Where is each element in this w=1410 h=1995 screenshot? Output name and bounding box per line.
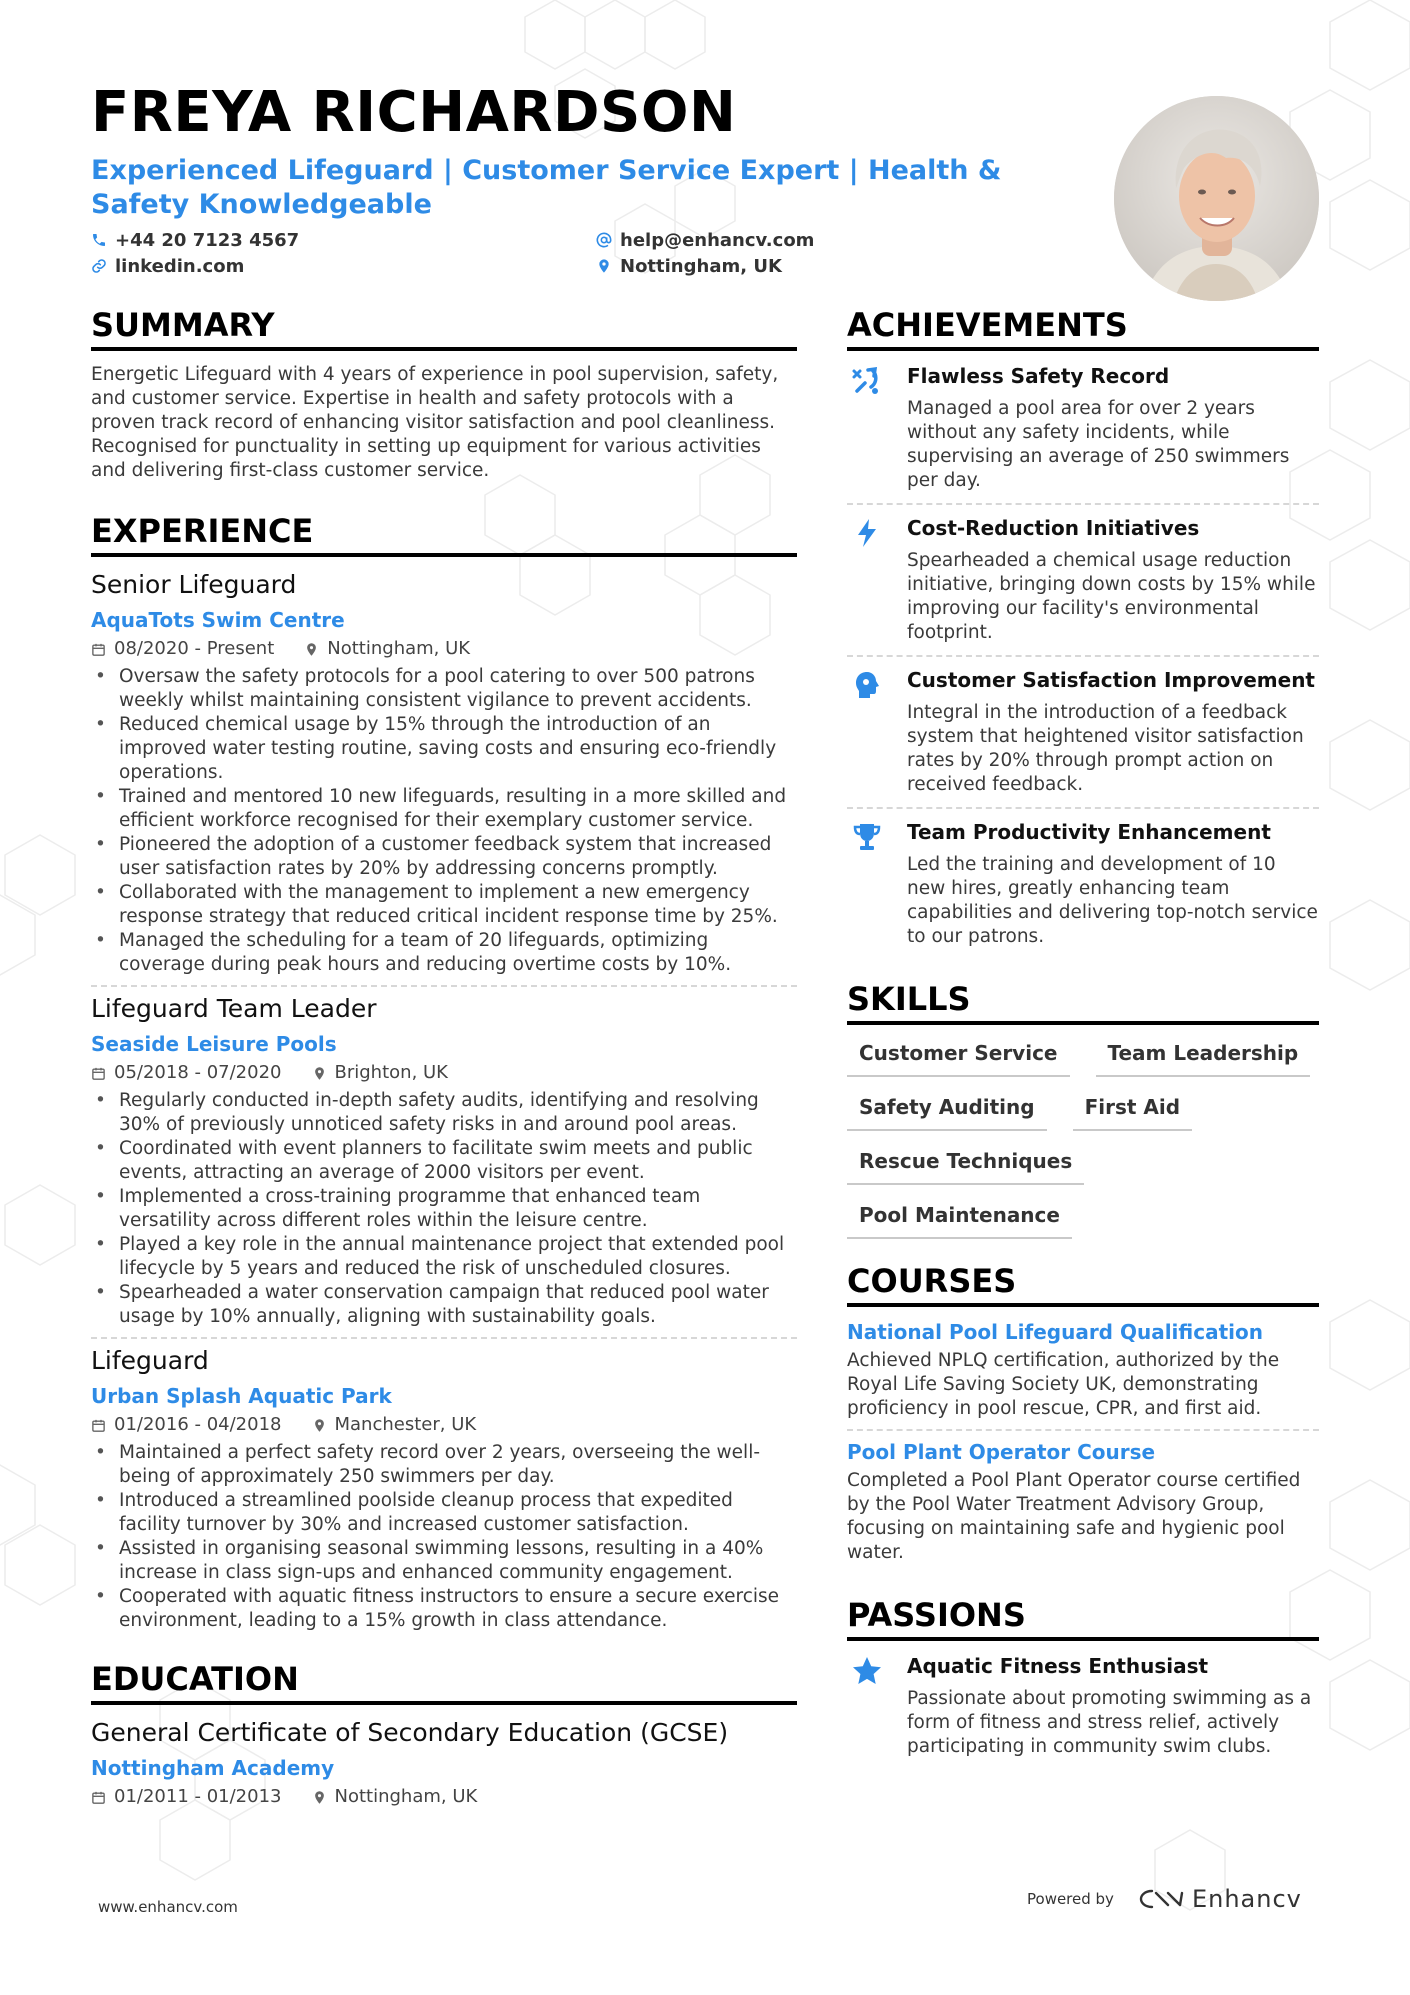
achievement-desc: Spearheaded a chemical usage reduction initiative, bringing down costs by 15% while improving our facility's environmental footprint. <box>907 550 1316 643</box>
achievements-heading: ACHIEVEMENTS <box>847 305 1319 351</box>
bullet-item: • Trained and mentored 10 new lifeguards, resulting in a more skilled and efficient workforce recognised for their exemplary customer service. <box>91 785 797 833</box>
experience-entry <box>91 993 797 1329</box>
contact-location <box>596 256 1016 276</box>
experience-entry <box>91 569 797 977</box>
enhancv-logo-icon <box>1138 1887 1184 1911</box>
calendar-icon <box>91 1790 106 1805</box>
achievement-item <box>847 505 1319 655</box>
contact-phone[interactable] <box>91 230 596 250</box>
passions-heading: PASSIONS <box>847 1595 1319 1641</box>
skill-tag: Rescue Techniques <box>847 1147 1084 1185</box>
education-heading: EDUCATION <box>91 1659 797 1705</box>
course-item <box>847 1439 1319 1571</box>
achievement-desc: Integral in the introduction of a feedback system that heightened visitor satisfaction rates by 20% through prompt action on received feedback. <box>907 702 1304 795</box>
candidate-headline: Experienced Lifeguard | Customer Service Expert | Health & Safety Knowledgeable <box>91 155 1002 220</box>
job-location: Manchester, UK <box>334 1414 477 1435</box>
education-dates: 01/2011 - 01/2013 <box>114 1786 282 1807</box>
job-location: Brighton, UK <box>334 1062 448 1083</box>
job-bullets <box>91 1441 797 1633</box>
passion-item <box>847 1653 1319 1769</box>
achievement-item <box>847 657 1319 807</box>
job-title: Senior Lifeguard <box>91 570 297 599</box>
company-name: AquaTots Swim Centre <box>91 608 345 632</box>
trophy-icon <box>851 821 883 853</box>
bullet-item: • Pioneered the adoption of a customer feedback system that increased user satisfaction rates by 20% by addressing concerns promptly. <box>91 833 797 881</box>
phone-text: +44 20 7123 4567 <box>115 229 300 251</box>
course-desc: Completed a Pool Plant Operator course certified by the Pool Water Treatment Advisory Group, focusing on maintaining safe and hygienic pool water. <box>847 1470 1301 1563</box>
passion-title: Aquatic Fitness Enthusiast <box>907 1654 1209 1678</box>
location-text: Nottingham, UK <box>620 255 782 277</box>
education-meta <box>91 1785 797 1809</box>
course-title: National Pool Lifeguard Qualification <box>847 1320 1263 1344</box>
bullet-item: • Spearheaded a water conservation campaign that reduced pool water usage by 10% annually, aligning with sustainability goals. <box>91 1281 797 1329</box>
email-text: help@enhancv.com <box>620 229 815 251</box>
contact-info <box>91 230 1071 276</box>
summary-heading: SUMMARY <box>91 305 797 351</box>
degree-title: General Certificate of Secondary Education (GCSE) <box>91 1718 729 1747</box>
bullet-item: • Collaborated with the management to implement a new emergency response strategy that reduced critical incident response time by 25%. <box>91 881 797 929</box>
skill-tag: Customer Service <box>847 1039 1070 1077</box>
course-item <box>847 1319 1319 1427</box>
courses-heading: COURSES <box>847 1261 1319 1307</box>
achievement-desc: Managed a pool area for over 2 years without any safety incidents, while supervising an average of 250 swimmers per day. <box>907 398 1290 491</box>
achievement-item <box>847 809 1319 959</box>
bullet-item: • Introduced a streamlined poolside cleanup process that expedited facility turnover by 30% and increased customer satisfaction. <box>91 1489 797 1537</box>
star-icon <box>851 1655 883 1687</box>
candidate-name: FREYA RICHARDSON <box>91 80 737 145</box>
job-dates: 01/2016 - 04/2018 <box>114 1414 282 1435</box>
course-desc: Achieved NPLQ certification, authorized by the Royal Life Saving Society UK, demonstrating proficiency in pool rescue, CPR, and first aid. <box>847 1350 1280 1419</box>
powered-by-text: Powered by <box>1027 1890 1114 1908</box>
bullet-item: • Maintained a perfect safety record over 2 years, overseeing the well-being of approximately 250 swimmers per day. <box>91 1441 797 1489</box>
achievement-title: Flawless Safety Record <box>907 364 1170 388</box>
location-pin-icon <box>312 1418 327 1433</box>
left-column <box>91 305 797 1809</box>
bullet-item: • Cooperated with aquatic fitness instructors to ensure a secure exercise environment, leading to a 15% growth in class attendance. <box>91 1585 797 1633</box>
at-sign-icon <box>596 232 612 248</box>
job-bullets <box>91 665 797 977</box>
skill-tag: Pool Maintenance <box>847 1201 1072 1239</box>
bullet-item: • Regularly conducted in-depth safety audits, identifying and resolving 30% of previously unnoticed safety risks in and around pool areas. <box>91 1089 797 1137</box>
job-bullets <box>91 1089 797 1329</box>
job-title: Lifeguard <box>91 1346 209 1375</box>
bullet-item: • Managed the scheduling for a team of 20 lifeguards, optimizing coverage during peak hours and reducing overtime costs by 10%. <box>91 929 797 977</box>
experience-heading: EXPERIENCE <box>91 511 797 557</box>
location-pin-icon <box>312 1066 327 1081</box>
job-dates: 05/2018 - 07/2020 <box>114 1062 282 1083</box>
contact-linkedin[interactable] <box>91 256 596 276</box>
calendar-icon <box>91 642 106 657</box>
lightning-icon <box>851 517 883 549</box>
achievement-title: Cost-Reduction Initiatives <box>907 516 1200 540</box>
calendar-icon <box>91 1418 106 1433</box>
phone-icon <box>91 232 107 248</box>
entry-divider <box>91 1337 797 1339</box>
contact-email[interactable] <box>596 230 1016 250</box>
skill-tag: Team Leadership <box>1096 1039 1311 1077</box>
location-pin-icon <box>312 1790 327 1805</box>
strategy-icon <box>851 365 883 397</box>
profile-photo <box>1114 96 1319 301</box>
bullet-item: • Played a key role in the annual maintenance project that extended pool lifecycle by 5 years and reduced the risk of unscheduled closures. <box>91 1233 797 1281</box>
job-dates: 08/2020 - Present <box>114 638 275 659</box>
education-location: Nottingham, UK <box>334 1786 478 1807</box>
company-name: Urban Splash Aquatic Park <box>91 1384 392 1408</box>
job-title: Lifeguard Team Leader <box>91 994 377 1023</box>
footer-branding[interactable] <box>1027 1885 1302 1913</box>
experience-entry <box>91 1345 797 1633</box>
skills-heading: SKILLS <box>847 979 1319 1025</box>
school-name: Nottingham Academy <box>91 1756 335 1780</box>
achievement-desc: Led the training and development of 10 new hires, greatly enhancing team capabilities and delivering top-notch service to our patrons. <box>907 854 1318 947</box>
bullet-item: • Assisted in organising seasonal swimming lessons, resulting in a 40% increase in class sign-ups and enhanced community engagement. <box>91 1537 797 1585</box>
job-location: Nottingham, UK <box>327 638 471 659</box>
brand-name: Enhancv <box>1191 1885 1302 1913</box>
right-column <box>847 305 1319 1769</box>
location-pin-icon <box>596 258 612 274</box>
head-icon <box>851 669 883 701</box>
location-pin-icon <box>304 642 319 657</box>
skill-tag: Safety Auditing <box>847 1093 1047 1131</box>
bullet-item: • Implemented a cross-training programme that enhanced team versatility across different roles within the leisure centre. <box>91 1185 797 1233</box>
job-meta <box>91 1413 797 1437</box>
resume-header <box>91 78 1071 276</box>
footer-website[interactable]: www.enhancv.com <box>98 1898 238 1916</box>
summary-text: Energetic Lifeguard with 4 years of experience in pool supervision, safety, and customer service. Expertise in health and safety protocols with a proven track record of enhancing visitor satisfaction and pool cleanliness. Recognised for punctuality in setting up equipment for various activities and delivering first-class customer service. <box>91 364 779 481</box>
bullet-item: • Oversaw the safety protocols for a pool catering to over 500 patrons weekly whilst maintaining consistent vigilance to prevent accidents. <box>91 665 797 713</box>
education-entry <box>91 1717 797 1809</box>
bullet-item: • Coordinated with event planners to facilitate swim meets and public events, attracting an average of 2000 visitors per event. <box>91 1137 797 1185</box>
linkedin-text: linkedin.com <box>115 255 245 277</box>
skills-list <box>847 1039 1319 1239</box>
company-name: Seaside Leisure Pools <box>91 1032 337 1056</box>
calendar-icon <box>91 1066 106 1081</box>
achievement-title: Customer Satisfaction Improvement <box>907 668 1315 692</box>
bullet-item: • Reduced chemical usage by 15% through the introduction of an improved water testing routine, saving costs and ensuring eco-friendly operations. <box>91 713 797 785</box>
achievement-item <box>847 363 1319 503</box>
job-meta <box>91 637 797 661</box>
skill-tag: First Aid <box>1073 1093 1192 1131</box>
link-icon <box>91 258 107 274</box>
entry-divider <box>91 985 797 987</box>
achievement-title: Team Productivity Enhancement <box>907 820 1271 844</box>
job-meta <box>91 1061 797 1085</box>
entry-divider <box>847 1429 1319 1431</box>
passion-desc: Passionate about promoting swimming as a form of fitness and stress relief, actively participating in community swim clubs. <box>907 1688 1312 1757</box>
course-title: Pool Plant Operator Course <box>847 1440 1156 1464</box>
